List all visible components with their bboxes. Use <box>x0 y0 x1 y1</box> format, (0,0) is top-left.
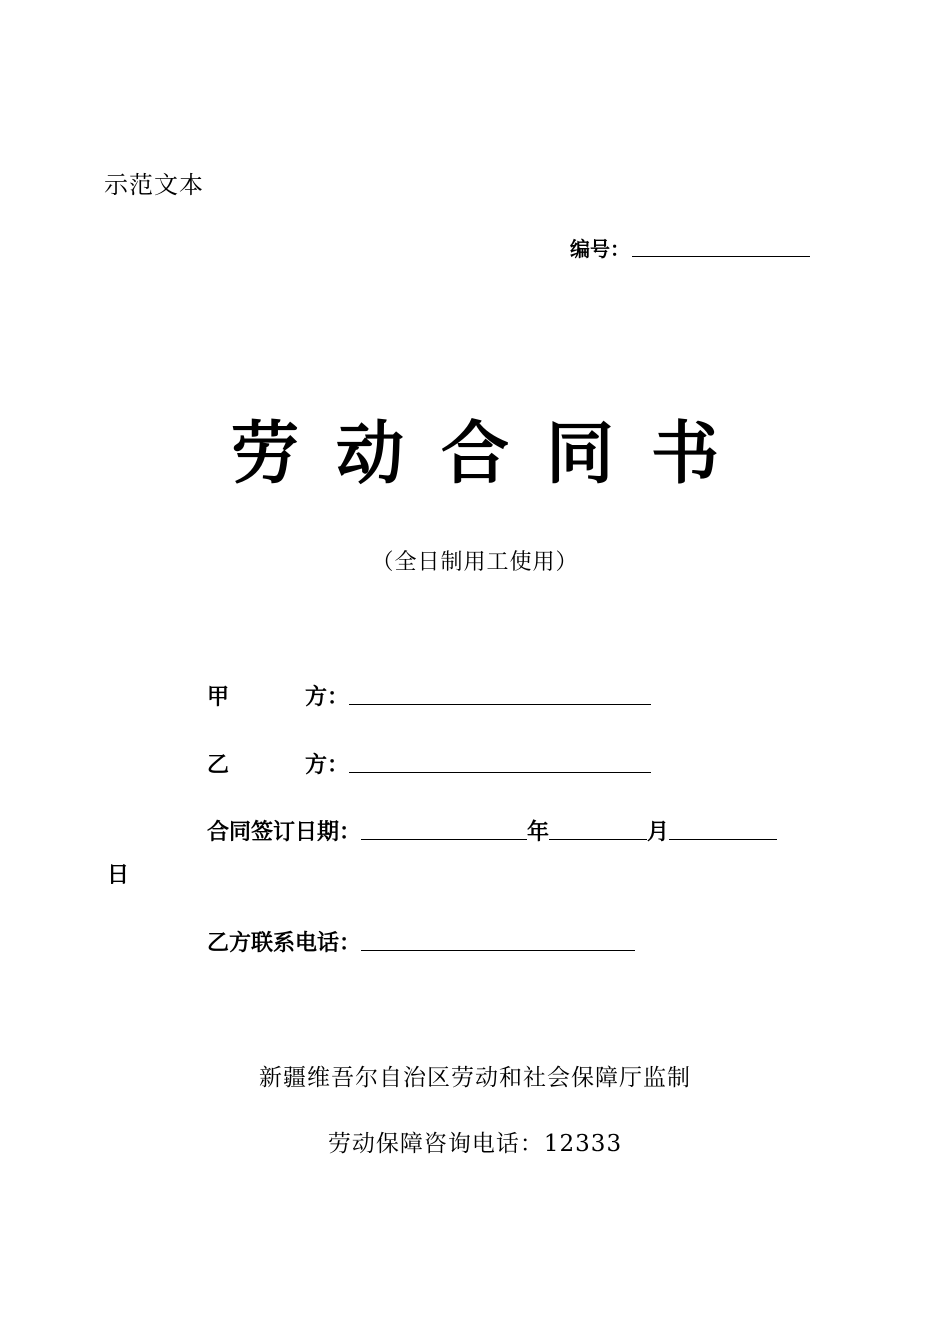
party-b-blank <box>349 771 651 773</box>
hotline-text: 劳动保障咨询电话：12333 <box>327 1131 623 1157</box>
party-b-phone-field <box>207 926 635 957</box>
supervisor-text: 新疆维吾尔自治区劳动和社会保障厅监制 <box>259 1065 691 1091</box>
contract-number-blank <box>632 255 810 257</box>
party-a-field <box>207 680 651 711</box>
sign-month-blank <box>549 838 647 840</box>
party-a-label-second: 方： <box>305 685 350 710</box>
contract-number-label: 编号： <box>570 237 630 261</box>
sample-text-label: 示范文本 <box>104 171 204 199</box>
sign-date-field <box>207 815 777 846</box>
party-b-phone-label: 乙方联系电话： <box>207 931 362 956</box>
sign-year-label: 年 <box>527 820 550 845</box>
sign-year-blank <box>361 838 527 840</box>
sign-month-label: 月 <box>647 820 670 845</box>
party-a-label-first: 甲 <box>207 685 230 710</box>
sign-day-label: 日 <box>107 863 130 888</box>
document-subtitle: （全日制用工使用） <box>371 550 579 575</box>
sign-date-label: 合同签订日期： <box>207 820 362 845</box>
party-b-label-second: 方： <box>305 753 350 778</box>
party-a-blank <box>349 703 651 705</box>
document-title: 劳动合同书 <box>230 415 756 494</box>
party-b-label-first: 乙 <box>207 753 230 778</box>
sign-day-blank <box>669 838 777 840</box>
party-b-field <box>207 748 651 779</box>
contract-number-row <box>570 233 810 262</box>
party-b-phone-blank <box>361 949 635 951</box>
